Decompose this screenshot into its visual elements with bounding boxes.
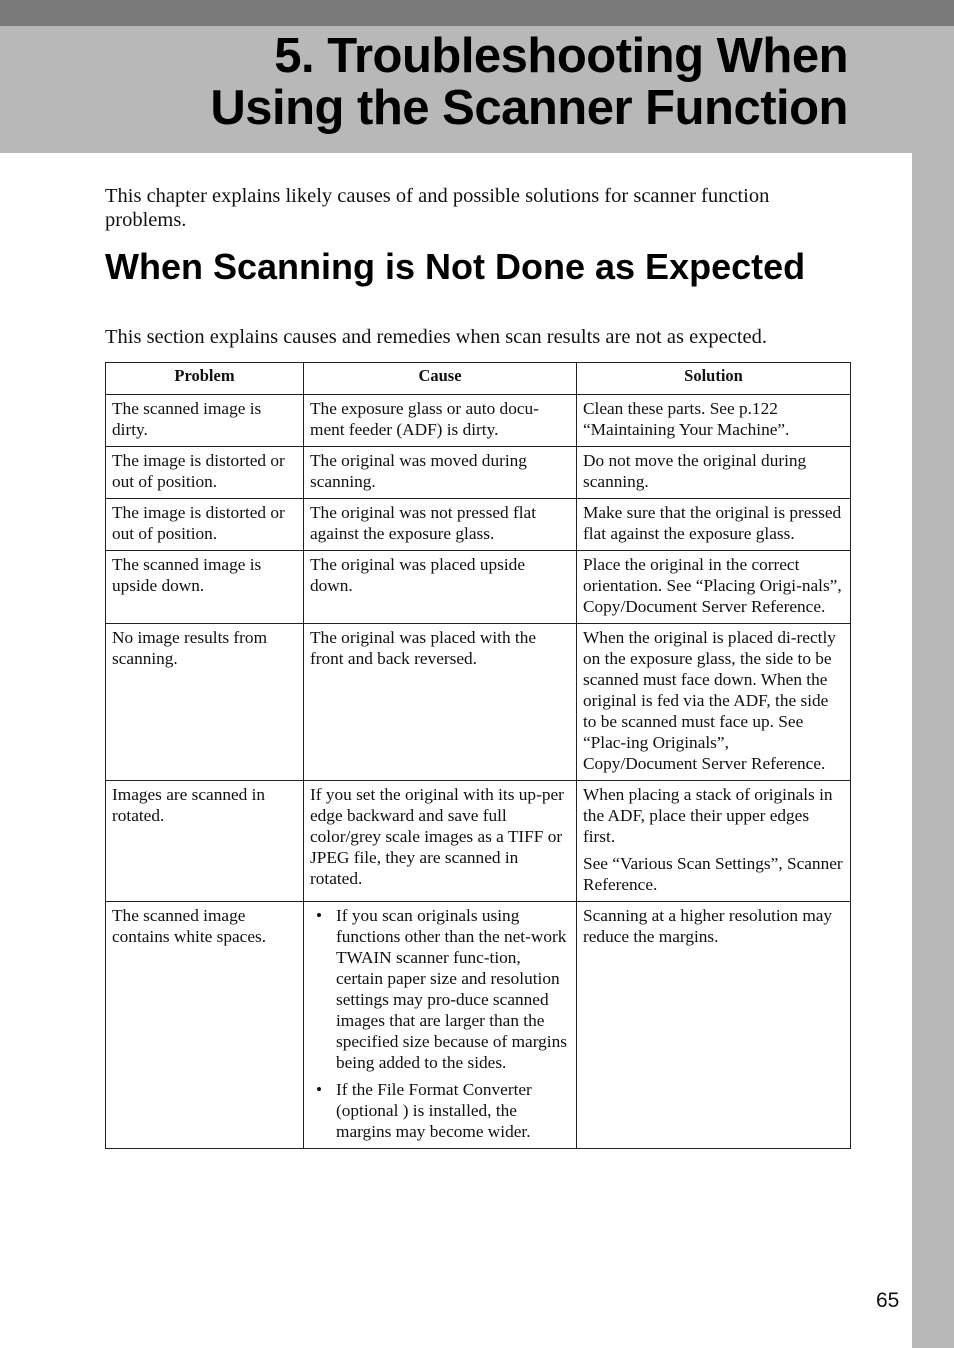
solution-reference: See “Various Scan Settings”, Scanner Reference. bbox=[583, 854, 843, 894]
cause-cell: The exposure glass or auto docu-ment feeder (ADF) is dirty. bbox=[304, 395, 577, 447]
chapter-title-line-1: 5. Troubleshooting When bbox=[274, 29, 848, 83]
cause-cell: If you set the original with its up-per edge backward and save full color/grey scale images as a TIFF or JPEG file, they are scanned in rotated. bbox=[304, 781, 577, 902]
cause-cell: The original was placed with the front and back reversed. bbox=[304, 624, 577, 781]
cause-cell bbox=[304, 902, 577, 1149]
solution-cell bbox=[577, 551, 851, 624]
solution-text: Do not move the original during scanning. bbox=[583, 451, 807, 491]
table-row bbox=[106, 551, 851, 624]
chapter-intro: This chapter explains likely causes of and possible solutions for scanner function problems. bbox=[105, 185, 770, 231]
troubleshooting-table bbox=[105, 362, 851, 1149]
problem-cell: The scanned image is upside down. bbox=[106, 551, 304, 624]
solution-text: Clean these parts. See p.122 “Maintaining Your Machine”. bbox=[583, 399, 790, 439]
column-header-solution: Solution bbox=[577, 363, 851, 395]
problem-cell: The scanned image contains white spaces. bbox=[106, 902, 304, 1149]
page-number: 65 bbox=[876, 1289, 900, 1312]
table-row bbox=[106, 447, 851, 499]
cause-cell: The original was not pressed flat against the exposure glass. bbox=[304, 499, 577, 551]
table-row bbox=[106, 902, 851, 1149]
solution-text: When placing a stack of originals in the ADF, place their upper edges first. bbox=[583, 785, 833, 846]
cause-bullet-text: If the File Format Converter (optional ) is installed, the margins may become wider. bbox=[336, 1080, 532, 1141]
table-row bbox=[106, 395, 851, 447]
top-gray-bar bbox=[0, 0, 954, 26]
cause-bullet-text: If you scan originals using functions other than the net-work TWAIN scanner func-tion, certain paper size and resolution settings may pro-duce scanned images that are larger than the specified size because of margins being added to the sides. bbox=[336, 906, 567, 1072]
bullet-icon: • bbox=[316, 906, 323, 925]
solution-cell bbox=[577, 902, 851, 1149]
solution-cell bbox=[577, 781, 851, 902]
chapter-title bbox=[210, 30, 848, 134]
bullet-icon: • bbox=[316, 1080, 323, 1099]
solution-cell bbox=[577, 447, 851, 499]
solution-cell bbox=[577, 624, 851, 781]
table-row bbox=[106, 499, 851, 551]
cause-cell: The original was placed upside down. bbox=[304, 551, 577, 624]
table-header-row bbox=[106, 363, 851, 395]
solution-text: When the original is placed di-rectly on the exposure glass, the side to be scanned must face down. When the original is fed via the ADF, the side to be scanned must face up. See “Plac-ing Originals”, Copy/Document Server Reference. bbox=[583, 628, 836, 773]
cause-bullet-item bbox=[310, 1079, 570, 1142]
problem-cell: The scanned image is dirty. bbox=[106, 395, 304, 447]
column-header-cause: Cause bbox=[304, 363, 577, 395]
section-heading: When Scanning is Not Done as Expected bbox=[105, 246, 806, 287]
problem-cell: The image is distorted or out of position. bbox=[106, 499, 304, 551]
solution-text: Make sure that the original is pressed flat against the exposure glass. bbox=[583, 503, 842, 543]
solution-cell bbox=[577, 395, 851, 447]
chapter-side-tab bbox=[912, 153, 954, 1348]
table-row bbox=[106, 624, 851, 781]
table-row bbox=[106, 781, 851, 902]
cause-cell: The original was moved during scanning. bbox=[304, 447, 577, 499]
section-intro: This section explains causes and remedies when scan results are not as expected. bbox=[105, 326, 768, 348]
problem-cell: The image is distorted or out of position. bbox=[106, 447, 304, 499]
solution-text: Place the original in the correct orientation. See “Placing Origi-nals”, Copy/Document Server Reference. bbox=[583, 555, 842, 616]
problem-cell: Images are scanned in rotated. bbox=[106, 781, 304, 902]
cause-bullet-list bbox=[310, 905, 570, 1142]
column-header-problem: Problem bbox=[106, 363, 304, 395]
solution-text: Scanning at a higher resolution may reduce the margins. bbox=[583, 906, 833, 946]
problem-cell: No image results from scanning. bbox=[106, 624, 304, 781]
solution-cell bbox=[577, 499, 851, 551]
cause-bullet-item bbox=[310, 905, 570, 1073]
chapter-title-line-2: Using the Scanner Function bbox=[210, 81, 848, 135]
